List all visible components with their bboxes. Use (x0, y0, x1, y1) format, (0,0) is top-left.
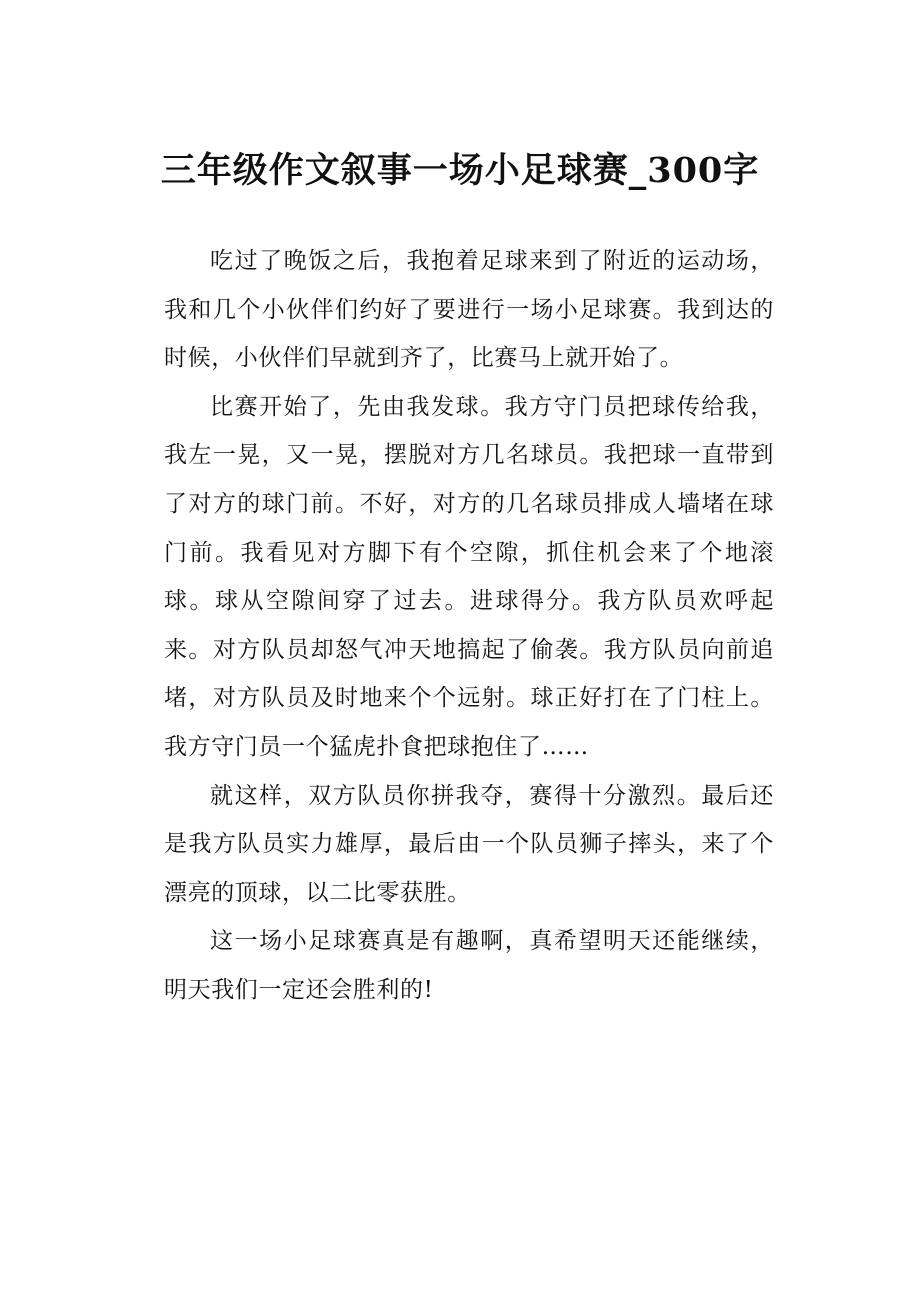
paragraph-3: 就这样，双方队员你拼我夺，赛得十分激烈。最后还是我方队员实力雄厚，最后由一个队员狮子摔头，来了个漂亮的顶球，以二比零获胜。 (164, 782, 774, 906)
paragraph-1: 吃过了晚饭之后，我抱着足球来到了附近的运动场，我和几个小伙伴们约好了要进行一场小足球赛。我到达的时候，小伙伴们早就到齐了，比赛马上就开始了。 (164, 248, 774, 372)
paragraph-4: 这一场小足球赛真是有趣啊，真希望明天还能继续，明天我们一定还会胜利的! (164, 928, 774, 1003)
document-title: 三年级作文叙事一场小足球赛_300字 (160, 150, 760, 192)
paragraph-2: 比赛开始了，先由我发球。我方守门员把球传给我，我左一晃，又一晃，摆脱对方几名球员。我把球一直带到了对方的球门前。不好，对方的几名球员排成人墙堵在球门前。我看见对方脚下有个空隙，抓住机会来了个地滚球。球从空隙间穿了过去。进球得分。我方队员欢呼起来。对方队员却怒气冲天地搞起了偷袭。我方队员向前追堵，对方队员及时地来个个远射。球正好打在了门柱上。我方守门员一个猛虎扑食把球抱住了…… (164, 393, 774, 760)
document-body (164, 237, 774, 1015)
